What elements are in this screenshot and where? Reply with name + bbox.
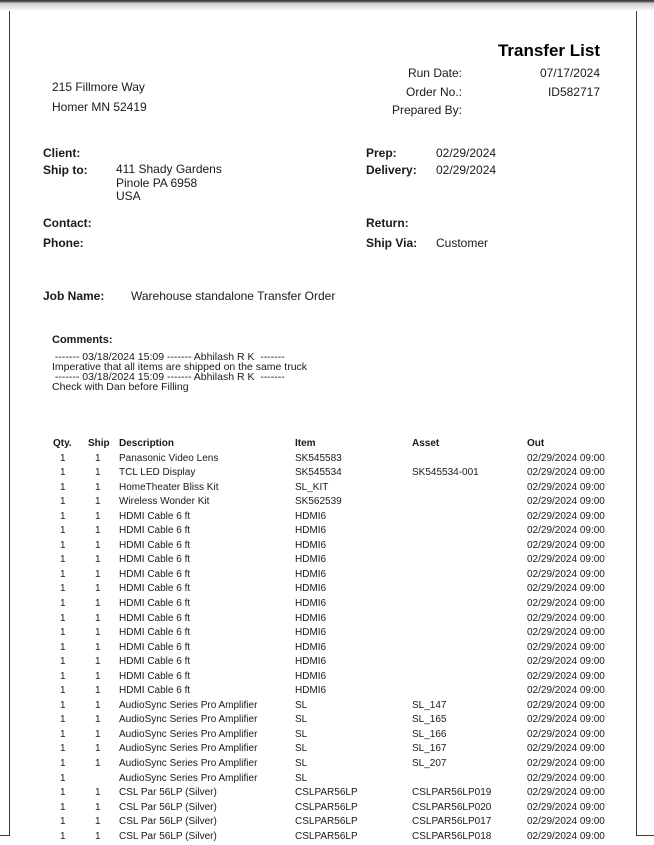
cell-qty: 1 (53, 627, 88, 638)
prepared-by-value (462, 103, 600, 122)
cell-item: CSLPAR56LP (295, 787, 412, 798)
cell-out: 02/29/2024 09:00 (527, 773, 638, 784)
table-row (53, 613, 638, 628)
contact-label: Contact: (43, 216, 92, 230)
cell-description: Wireless Wonder Kit (119, 496, 295, 507)
ship-to-label: Ship to: (43, 163, 88, 177)
cell-item: CSLPAR56LP (295, 831, 412, 842)
col-header-item: Item (295, 438, 412, 449)
cell-ship: 1 (88, 685, 119, 696)
table-row (53, 700, 638, 715)
cell-qty: 1 (53, 787, 88, 798)
cell-qty: 1 (53, 467, 88, 478)
delivery-value: 02/29/2024 (436, 163, 496, 177)
document-header (392, 41, 600, 122)
cell-qty: 1 (53, 569, 88, 580)
cell-out: 02/29/2024 09:00 (527, 525, 638, 536)
cell-item: HDMI6 (295, 598, 412, 609)
cell-item: HDMI6 (295, 642, 412, 653)
cell-out: 02/29/2024 09:00 (527, 569, 638, 580)
cell-out: 02/29/2024 09:00 (527, 554, 638, 565)
cell-ship: 1 (88, 569, 119, 580)
delivery-label: Delivery: (366, 163, 417, 177)
cell-item: HDMI6 (295, 554, 412, 565)
table-row (53, 656, 638, 671)
table-row (53, 598, 638, 613)
table-row (53, 569, 638, 584)
cell-ship: 1 (88, 540, 119, 551)
company-address-line1: 215 Fillmore Way (52, 77, 147, 97)
table-row (53, 511, 638, 526)
cell-ship: 1 (88, 511, 119, 522)
cell-asset: SL_167 (412, 743, 527, 754)
cell-qty: 1 (53, 496, 88, 507)
cell-description: HDMI Cable 6 ft (119, 656, 295, 667)
cell-description: HDMI Cable 6 ft (119, 525, 295, 536)
cell-ship: 1 (88, 787, 119, 798)
table-row (53, 816, 638, 831)
cell-qty: 1 (53, 583, 88, 594)
table-row (53, 802, 638, 817)
cell-out: 02/29/2024 09:00 (527, 511, 638, 522)
cell-out: 02/29/2024 09:00 (527, 656, 638, 667)
cell-ship: 1 (88, 642, 119, 653)
run-date-label: Run Date: (392, 66, 462, 85)
cell-out: 02/29/2024 09:00 (527, 729, 638, 740)
cell-description: AudioSync Series Pro Amplifier (119, 729, 295, 740)
cell-description: TCL LED Display (119, 467, 295, 478)
cell-item: SL (295, 729, 412, 740)
return-label: Return: (366, 216, 409, 230)
cell-ship: 1 (88, 831, 119, 842)
cell-out: 02/29/2024 09:00 (527, 743, 638, 754)
cell-ship: 1 (88, 525, 119, 536)
cell-ship: 1 (88, 714, 119, 725)
table-row (53, 540, 638, 555)
cell-out: 02/29/2024 09:00 (527, 627, 638, 638)
cell-item: CSLPAR56LP (295, 802, 412, 813)
cell-qty: 1 (53, 540, 88, 551)
table-row (53, 831, 638, 845)
table-row (53, 482, 638, 497)
cell-out: 02/29/2024 09:00 (527, 598, 638, 609)
job-name-label: Job Name: (43, 289, 104, 303)
col-header-out: Out (527, 438, 638, 449)
col-header-ship: Ship (88, 438, 119, 449)
cell-qty: 1 (53, 613, 88, 624)
table-row (53, 642, 638, 657)
cell-description: HDMI Cable 6 ft (119, 627, 295, 638)
cell-description: CSL Par 56LP (Silver) (119, 816, 295, 827)
cell-ship: 1 (88, 627, 119, 638)
cell-ship: 1 (88, 453, 119, 464)
cell-description: HDMI Cable 6 ft (119, 511, 295, 522)
cell-ship: 1 (88, 743, 119, 754)
cell-description: HDMI Cable 6 ft (119, 569, 295, 580)
table-row (53, 554, 638, 569)
table-row (53, 467, 638, 482)
order-no-value: ID582717 (462, 85, 600, 104)
cell-item: SL_KIT (295, 482, 412, 493)
cell-description: CSL Par 56LP (Silver) (119, 787, 295, 798)
col-header-qty: Qty. (53, 438, 88, 449)
cell-item: SK545534 (295, 467, 412, 478)
table-header-row (53, 438, 638, 453)
transfer-table-body (53, 453, 638, 845)
cell-qty: 1 (53, 598, 88, 609)
cell-qty: 1 (53, 714, 88, 725)
cell-qty: 1 (53, 816, 88, 827)
cell-ship: 1 (88, 816, 119, 827)
cell-qty: 1 (53, 482, 88, 493)
comments-label: Comments: (52, 334, 113, 346)
cell-ship: 1 (88, 729, 119, 740)
comment-line: ------- 03/18/2024 15:09 ------- Abhilash R K ------- (52, 352, 307, 362)
cell-ship: 1 (88, 482, 119, 493)
cell-asset: CSLPAR56LP017 (412, 816, 527, 827)
company-address (52, 77, 147, 117)
cell-item: SL (295, 743, 412, 754)
cell-qty: 1 (53, 511, 88, 522)
cell-item: HDMI6 (295, 685, 412, 696)
cell-qty: 1 (53, 729, 88, 740)
comment-line: Check with Dan before Filling (52, 382, 307, 392)
cell-item: HDMI6 (295, 540, 412, 551)
cell-asset: CSLPAR56LP020 (412, 802, 527, 813)
ship-to-address (116, 163, 222, 204)
cell-description: HDMI Cable 6 ft (119, 540, 295, 551)
table-row (53, 496, 638, 511)
cell-description: HDMI Cable 6 ft (119, 598, 295, 609)
col-header-description: Description (119, 438, 295, 449)
table-row (53, 729, 638, 744)
document-page (9, 0, 637, 836)
cell-out: 02/29/2024 09:00 (527, 700, 638, 711)
prep-value: 02/29/2024 (436, 146, 496, 160)
company-address-line2: Homer MN 52419 (52, 97, 147, 117)
cell-item: CSLPAR56LP (295, 816, 412, 827)
table-row (53, 714, 638, 729)
cell-item: HDMI6 (295, 583, 412, 594)
ship-to-line2: Pinole PA 6958 (116, 177, 222, 191)
cell-ship: 1 (88, 598, 119, 609)
cell-ship: 1 (88, 467, 119, 478)
cell-asset: SL_147 (412, 700, 527, 711)
cell-description: HDMI Cable 6 ft (119, 583, 295, 594)
cell-description: CSL Par 56LP (Silver) (119, 802, 295, 813)
client-label: Client: (43, 146, 80, 160)
cell-out: 02/29/2024 09:00 (527, 583, 638, 594)
cell-asset: CSLPAR56LP018 (412, 831, 527, 842)
page-title: Transfer List (392, 41, 600, 61)
cell-out: 02/29/2024 09:00 (527, 467, 638, 478)
cell-description: HDMI Cable 6 ft (119, 554, 295, 565)
cell-ship: 1 (88, 583, 119, 594)
cell-qty: 1 (53, 700, 88, 711)
cell-qty: 1 (53, 453, 88, 464)
phone-label: Phone: (43, 236, 84, 250)
cell-description: AudioSync Series Pro Amplifier (119, 743, 295, 754)
cell-description: AudioSync Series Pro Amplifier (119, 773, 295, 784)
cell-out: 02/29/2024 09:00 (527, 831, 638, 842)
table-row (53, 671, 638, 686)
cell-qty: 1 (53, 743, 88, 754)
cell-description: AudioSync Series Pro Amplifier (119, 700, 295, 711)
cell-ship: 1 (88, 613, 119, 624)
cell-out: 02/29/2024 09:00 (527, 714, 638, 725)
cell-item: SK545583 (295, 453, 412, 464)
cell-out: 02/29/2024 09:00 (527, 802, 638, 813)
cell-qty: 1 (53, 525, 88, 536)
cell-item: HDMI6 (295, 525, 412, 536)
ship-via-value: Customer (436, 236, 488, 250)
cell-item: SK562539 (295, 496, 412, 507)
table-row (53, 453, 638, 468)
cell-asset: CSLPAR56LP019 (412, 787, 527, 798)
cell-ship: 1 (88, 758, 119, 769)
cell-description: HomeTheater Bliss Kit (119, 482, 295, 493)
table-row (53, 743, 638, 758)
table-row (53, 758, 638, 773)
table-row (53, 685, 638, 700)
cell-qty: 1 (53, 685, 88, 696)
cell-qty: 1 (53, 671, 88, 682)
transfer-items-table (53, 438, 638, 845)
order-no-label: Order No.: (392, 85, 462, 104)
cell-description: HDMI Cable 6 ft (119, 671, 295, 682)
cell-out: 02/29/2024 09:00 (527, 613, 638, 624)
cell-qty: 1 (53, 758, 88, 769)
comment-line: ------- 03/18/2024 15:09 ------- Abhilash R K ------- (52, 372, 307, 382)
comment-line: Imperative that all items are shipped on the same truck (52, 362, 307, 372)
table-row (53, 525, 638, 540)
cell-ship: 1 (88, 554, 119, 565)
cell-description: CSL Par 56LP (Silver) (119, 831, 295, 842)
cell-ship: 1 (88, 802, 119, 813)
cell-asset: SL_165 (412, 714, 527, 725)
cell-out: 02/29/2024 09:00 (527, 685, 638, 696)
cell-qty: 1 (53, 773, 88, 784)
cell-ship: 1 (88, 496, 119, 507)
header-meta (392, 66, 600, 122)
run-date-value: 07/17/2024 (462, 66, 600, 85)
prep-label: Prep: (366, 146, 397, 160)
table-row (53, 787, 638, 802)
cell-description: Panasonic Video Lens (119, 453, 295, 464)
cell-ship: 1 (88, 700, 119, 711)
cell-qty: 1 (53, 656, 88, 667)
job-name-value: Warehouse standalone Transfer Order (131, 289, 335, 303)
cell-item: SL (295, 700, 412, 711)
cell-item: HDMI6 (295, 613, 412, 624)
cell-out: 02/29/2024 09:00 (527, 642, 638, 653)
cell-ship: 1 (88, 671, 119, 682)
cell-qty: 1 (53, 831, 88, 842)
cell-item: HDMI6 (295, 671, 412, 682)
cell-item: HDMI6 (295, 511, 412, 522)
cell-out: 02/29/2024 09:00 (527, 482, 638, 493)
cell-asset: SL_207 (412, 758, 527, 769)
cell-item: HDMI6 (295, 569, 412, 580)
cell-out: 02/29/2024 09:00 (527, 671, 638, 682)
table-row (53, 583, 638, 598)
ship-via-label: Ship Via: (366, 236, 417, 250)
cell-out: 02/29/2024 09:00 (527, 816, 638, 827)
cell-out: 02/29/2024 09:00 (527, 758, 638, 769)
cell-out: 02/29/2024 09:00 (527, 453, 638, 464)
ship-to-line1: 411 Shady Gardens (116, 163, 222, 177)
cell-asset: SK545534-001 (412, 467, 527, 478)
table-row (53, 627, 638, 642)
ship-to-line3: USA (116, 190, 222, 204)
cell-out: 02/29/2024 09:00 (527, 540, 638, 551)
cell-description: AudioSync Series Pro Amplifier (119, 714, 295, 725)
cell-item: HDMI6 (295, 656, 412, 667)
cell-item: SL (295, 773, 412, 784)
cell-description: HDMI Cable 6 ft (119, 613, 295, 624)
cell-item: SL (295, 758, 412, 769)
cell-ship: 1 (88, 656, 119, 667)
cell-item: SL (295, 714, 412, 725)
col-header-asset: Asset (412, 438, 527, 449)
cell-asset: SL_166 (412, 729, 527, 740)
prepared-by-label: Prepared By: (392, 103, 462, 122)
table-row (53, 773, 638, 788)
cell-qty: 1 (53, 554, 88, 565)
cell-qty: 1 (53, 802, 88, 813)
comments-body (52, 352, 307, 392)
cell-out: 02/29/2024 09:00 (527, 496, 638, 507)
cell-description: HDMI Cable 6 ft (119, 685, 295, 696)
cell-qty: 1 (53, 642, 88, 653)
cell-item: HDMI6 (295, 627, 412, 638)
cell-out: 02/29/2024 09:00 (527, 787, 638, 798)
cell-description: HDMI Cable 6 ft (119, 642, 295, 653)
cell-description: AudioSync Series Pro Amplifier (119, 758, 295, 769)
